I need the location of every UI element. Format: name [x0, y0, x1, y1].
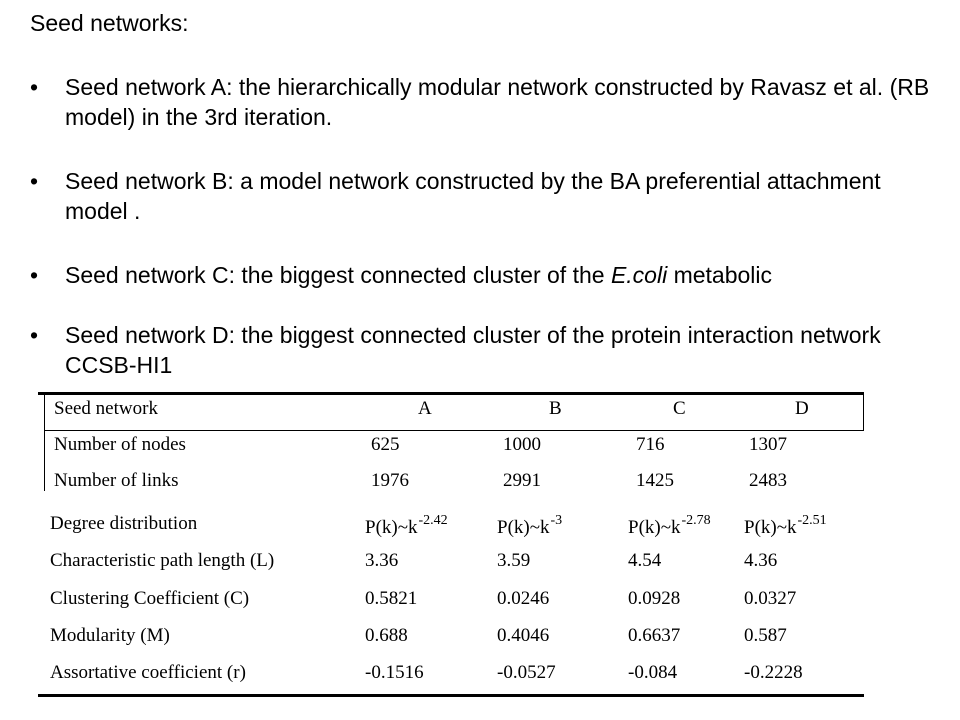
table-header-rule	[44, 430, 864, 431]
cell-clustering-a: 0.5821	[365, 588, 418, 609]
cell-modularity-a: 0.688	[365, 625, 408, 646]
degree-base-d: P(k)~k	[744, 517, 797, 538]
cell-nodes-c: 716	[636, 434, 665, 455]
degree-base-c: P(k)~k	[628, 517, 681, 538]
bullet-text-a: Seed network A: the hierarchically modular network constructed by Ravasz et al. (RB model) in the 3rd iteration.	[65, 74, 930, 130]
degree-exp-c: -2.78	[681, 513, 711, 528]
bullet-text-c-italic: E.coli	[610, 262, 668, 288]
row-label-assortative: Assortative coefficient (r)	[50, 662, 246, 683]
cell-links-d: 2483	[749, 470, 787, 491]
cell-path-d: 4.36	[744, 550, 778, 571]
seed-network-list	[30, 72, 940, 414]
cell-modularity-c: 0.6637	[628, 625, 681, 646]
bullet-text-c-end: metabolic	[667, 262, 773, 288]
cell-links-a: 1976	[371, 470, 409, 491]
bullet-text-d: Seed network D: the biggest connected cluster of the protein interaction network CCSB-HI1	[65, 322, 881, 378]
cell-degree-c	[628, 513, 711, 539]
degree-exp-a: -2.42	[418, 513, 448, 528]
cell-assortative-d: -0.2228	[744, 662, 803, 683]
row-label-modularity: Modularity (M)	[50, 625, 170, 646]
table-top-rule	[38, 392, 864, 395]
bullet-seed-network-a	[30, 72, 940, 132]
degree-base-a: P(k)~k	[365, 517, 418, 538]
bullet-text-b: Seed network B: a model network constructed by the BA preferential attachment model .	[65, 168, 881, 224]
cell-nodes-a: 625	[371, 434, 400, 455]
header-col-d: D	[795, 398, 809, 419]
cell-degree-d	[744, 513, 827, 539]
row-label-clustering: Clustering Coefficient (C)	[50, 588, 250, 609]
cell-path-c: 4.54	[628, 550, 662, 571]
bullet-seed-network-b	[30, 166, 940, 226]
bullet-marker: •	[30, 168, 39, 194]
header-col-c: C	[673, 398, 686, 419]
cell-links-b: 2991	[503, 470, 541, 491]
header-col-b: B	[549, 398, 562, 419]
degree-exp-b: -3	[550, 513, 563, 528]
table-right-border	[863, 395, 864, 431]
cell-modularity-b: 0.4046	[497, 625, 550, 646]
bullet-marker: •	[30, 74, 39, 100]
bullet-text-c-start: Seed network C: the biggest connected cluster of the	[65, 262, 611, 288]
bullet-seed-network-d	[30, 320, 940, 380]
header-seed-network: Seed network	[54, 398, 158, 419]
cell-nodes-d: 1307	[749, 434, 787, 455]
cell-clustering-d: 0.0327	[744, 588, 797, 609]
degree-base-b: P(k)~k	[497, 517, 550, 538]
table-bottom-rule	[38, 694, 864, 697]
cell-path-b: 3.59	[497, 550, 531, 571]
bullet-marker: •	[30, 262, 39, 288]
row-label-path-length: Characteristic path length (L)	[50, 550, 275, 571]
bullet-text-c	[65, 262, 772, 288]
cell-degree-a	[365, 513, 448, 539]
cell-assortative-a: -0.1516	[365, 662, 424, 683]
seed-network-table	[38, 392, 864, 698]
cell-modularity-d: 0.587	[744, 625, 787, 646]
bullet-seed-network-c	[30, 260, 940, 290]
row-label-links: Number of links	[54, 470, 179, 491]
page-heading: Seed networks:	[30, 10, 189, 36]
row-label-nodes: Number of nodes	[54, 434, 186, 455]
header-col-a: A	[418, 398, 432, 419]
cell-assortative-b: -0.0527	[497, 662, 556, 683]
cell-path-a: 3.36	[365, 550, 399, 571]
cell-clustering-b: 0.0246	[497, 588, 550, 609]
row-label-degree: Degree distribution	[50, 513, 198, 534]
table-left-border	[44, 395, 45, 491]
cell-links-c: 1425	[636, 470, 674, 491]
cell-clustering-c: 0.0928	[628, 588, 681, 609]
degree-exp-d: -2.51	[797, 513, 827, 528]
cell-assortative-c: -0.084	[628, 662, 678, 683]
cell-degree-b	[497, 513, 562, 539]
bullet-marker: •	[30, 322, 39, 348]
cell-nodes-b: 1000	[503, 434, 541, 455]
